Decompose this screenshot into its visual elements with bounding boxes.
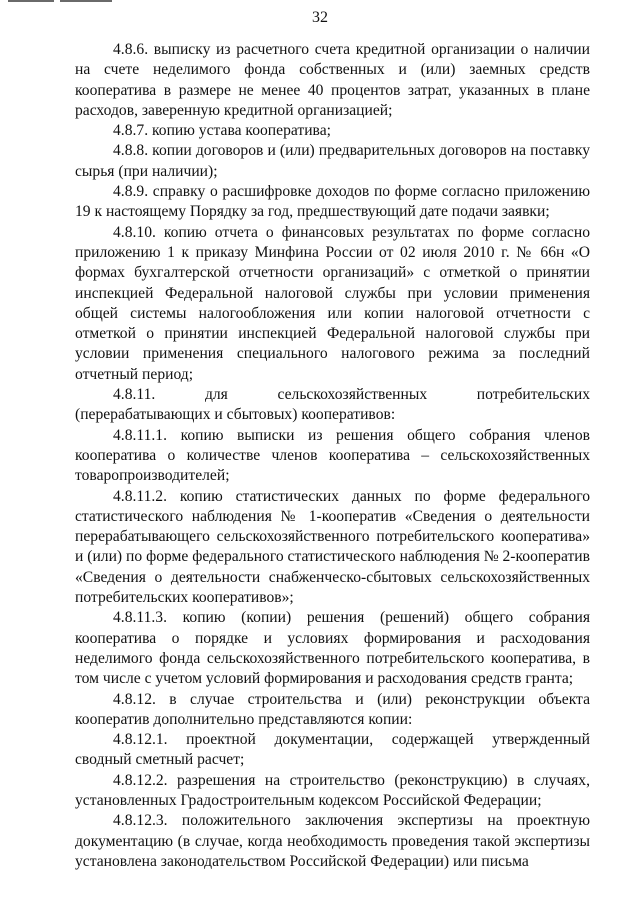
paragraph-4-8-12-3: 4.8.12.3. положительного заключения экспертизы на проектную документацию (в случае, когда необходимость проведения такой экспертизы установлена законодательством Российской Федерации) или письма <box>75 812 590 870</box>
paragraph-4-8-12-1: 4.8.12.1. проектной документации, содержащей утвержденный сводный сметный расчет; <box>75 731 590 769</box>
paragraph-4-8-9: 4.8.9. справку о расшифровке доходов по форме согласно приложению 19 к настоящему Порядку за год, предшествующий дате подачи заявки; <box>75 183 590 221</box>
paragraph-4-8-11: 4.8.11. для сельскохозяйственных потребительских (перерабатывающих и сбытовых) кооперативов: <box>75 386 590 424</box>
paragraph-4-8-7: 4.8.7. копию устава кооператива; <box>113 122 331 140</box>
paragraph-4-8-8: 4.8.8. копии договоров и (или) предварительных договоров на поставку сырья (при наличии); <box>75 142 590 180</box>
scan-artifact-mark <box>60 0 112 2</box>
paragraph-4-8-10: 4.8.10. копию отчета о финансовых результатах по форме согласно приложению 1 к приказу Минфина России от 02 июля 2010 г. № 66н «О формах бухгалтерской отчетности организаций» с отметкой о принятии инспекцией Федеральной налоговой службы при условии применения общей системы налогообложения или копии налоговой отчетности с отметкой о принятии инспекцией Федеральной налоговой службы при условии применения специального налогового режима за последний отчетный период; <box>75 223 590 383</box>
paragraph-4-8-12: 4.8.12. в случае строительства и (или) реконструкции объекта кооператив дополнительно представляются копии: <box>75 690 590 728</box>
paragraph-4-8-11-2: 4.8.11.2. копию статистических данных по форме федерального статистического наблюдения № 1-кооператив «Сведения о деятельности перерабатывающего сельскохозяйственного потребительского кооператива» и (или) по форме федерального статистического наблюдения № 2-кооператив «Сведения о деятельности снабженческо-сбытовых сельскохозяйственных потребительских кооперативов»; <box>75 487 590 607</box>
paragraph-4-8-6: 4.8.6. выписку из расчетного счета кредитной организации о наличии на счете неделимого фонда собственных и (или) заемных средств кооператива в размере не менее 40 процентов затрат, указанных в плане расходов, заверенную кредитной организацией; <box>75 41 590 119</box>
paragraph-4-8-11-1: 4.8.11.1. копию выписки из решения общего собрания членов кооператива о количестве членов кооператива – сельскохозяйственных товаропроизводителей; <box>75 426 590 485</box>
paragraph-4-8-11-3: 4.8.11.3. копию (копии) решения (решений) общего собрания кооператива о порядке и условиях формирования и расходования неделимого фонда сельскохозяйственного потребительского кооператива, в том числе с учетом условий формирования и расходования средств гранта; <box>75 609 590 688</box>
scan-artifact-mark <box>8 0 54 2</box>
page-number: 32 <box>312 9 328 26</box>
paragraph-4-8-12-2: 4.8.12.2. разрешения на строительство (реконструкцию) в случаях, установленных Градостроительным кодексом Российской Федерации; <box>75 771 590 809</box>
document-body <box>75 40 590 872</box>
